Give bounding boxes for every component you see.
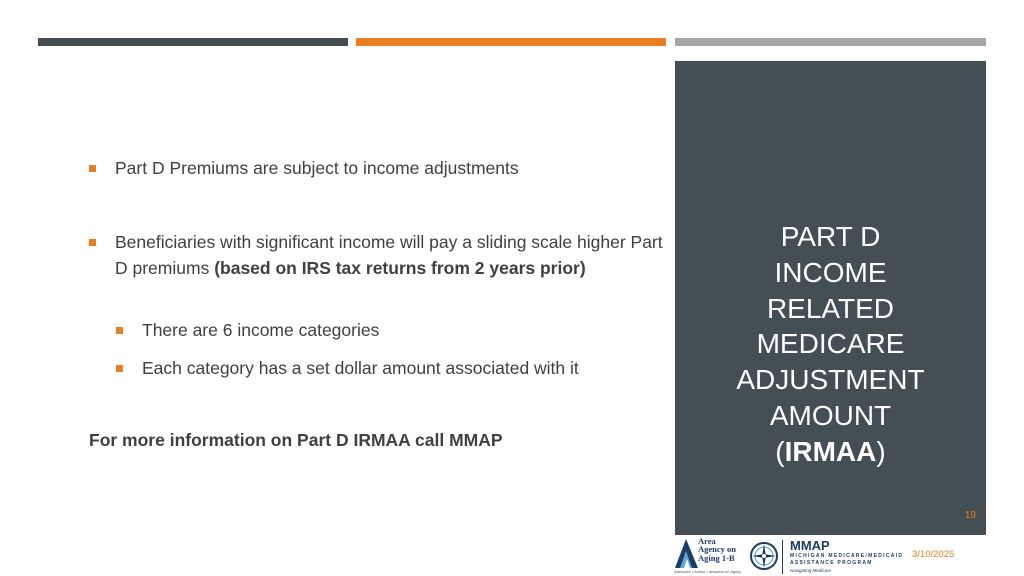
- title-line: PART D: [780, 221, 881, 252]
- title-panel: [675, 61, 986, 535]
- title-line: RELATED: [766, 292, 895, 324]
- area-agency-name: [698, 537, 736, 562]
- area-agency-tagline: Advocate • Action • Answers on Aging: [674, 569, 741, 574]
- bullet-text: Beneficiaries with significant income will pay a sliding scale higher Part D premiums: [115, 232, 663, 278]
- compass-logo-icon: [748, 538, 780, 574]
- open-paren: (: [775, 435, 785, 467]
- title-line: AMOUNT: [769, 399, 892, 431]
- mmap-subtitle: MICHIGAN MEDICARE/MEDICAID: [790, 553, 904, 559]
- slide-date: 3/10/2025: [912, 549, 955, 560]
- bullet-text: Each category has a set dollar amount associated with it: [142, 358, 579, 378]
- title-line: ADJUSTMENT: [736, 364, 925, 396]
- bullet-square-icon: [116, 327, 123, 334]
- bullet-beneficiaries: [115, 230, 675, 281]
- sub-bullet-income-categories: [142, 318, 662, 344]
- more-information-text: For more information on Part D IRMAA call MMAP: [89, 430, 503, 450]
- bullet-text: There are 6 income categories: [142, 320, 380, 340]
- top-bar-dark: [38, 38, 348, 46]
- bullet-part-d-premiums: [115, 156, 675, 182]
- title-line: INCOME: [774, 256, 887, 288]
- close-paren: ): [876, 435, 886, 467]
- slide-number: 19: [964, 510, 976, 521]
- mmap-tagline: Navigating Medicare: [790, 568, 832, 573]
- mountain-logo-icon: [674, 537, 700, 569]
- bullet-square-icon: [89, 165, 96, 172]
- sub-bullet-dollar-amount: [142, 356, 662, 382]
- bullet-bold-text: (based on IRS tax returns from 2 years prior): [214, 257, 586, 278]
- aaa-line: Agency on: [698, 544, 737, 555]
- irmaa-acronym: IRMAA: [784, 435, 877, 467]
- area-agency-logo: [674, 537, 748, 575]
- title-line: MEDICARE: [756, 328, 905, 360]
- bullet-square-icon: [116, 365, 123, 372]
- aaa-line: Area: [698, 536, 716, 546]
- slide-title: [675, 219, 986, 470]
- mmap-subtitle: ASSISTANCE PROGRAM: [790, 560, 873, 566]
- logo-divider: [782, 540, 783, 574]
- aaa-line: Aging 1-B: [698, 552, 735, 563]
- top-bar-gray: [675, 38, 986, 46]
- top-bar-orange: [356, 38, 666, 46]
- bullet-square-icon: [89, 239, 96, 246]
- mmap-title: MMAP: [790, 538, 830, 553]
- bullet-text: Part D Premiums are subject to income adjustments: [115, 158, 519, 178]
- title-line-acronym: [675, 434, 986, 470]
